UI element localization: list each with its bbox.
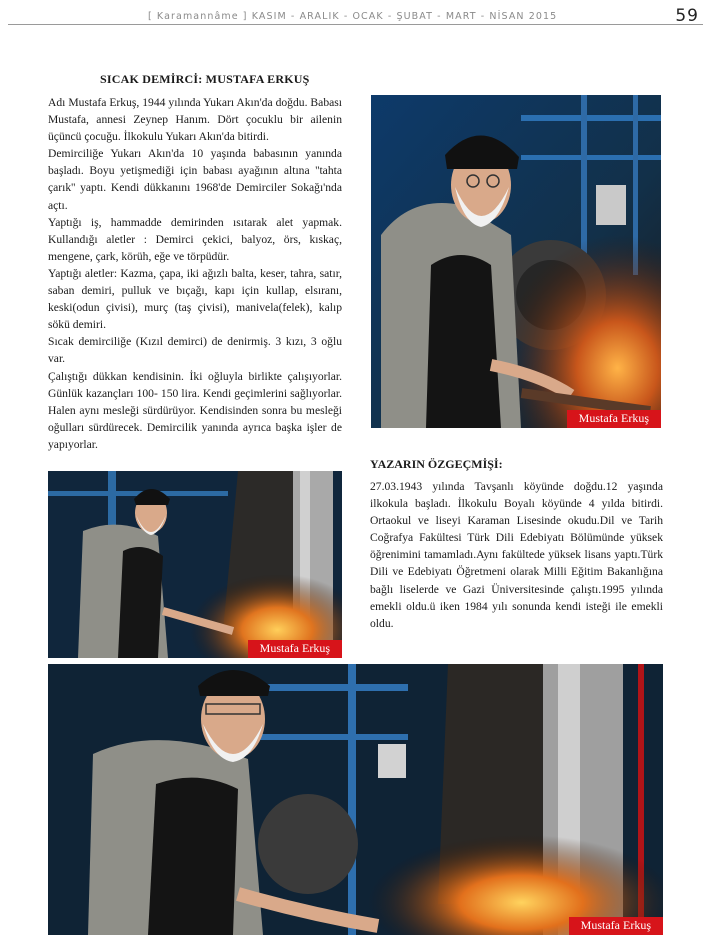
running-title: [ Karamannâme ] KASIM - ARALIK - OCAK - ŞUBAT - MART - NİSAN 2015 [148, 11, 558, 22]
article-paragraph: Yaptığı aletler: Kazma, çapa, iki ağızlı balta, keser, tahra, satır, saban demiri, pulluk ve bıçağı, kapı için kullap, elsıranı, keski(odun çivisi), murç (taş çivisi), manivela(felek), kalıp sökü demiri. [48, 266, 342, 332]
photo-caption: Mustafa Erkuş [248, 640, 342, 658]
photo-forge-small-image [48, 471, 342, 658]
article-title: SICAK DEMİRCİ: MUSTAFA ERKUŞ [100, 72, 310, 86]
photo-forge-large-image [48, 664, 663, 935]
bio-text: 27.03.1943 yılında Tavşanlı köyünde doğdu.12 yaşında ilkokula başladı. İlkokulu Boyalı köyünde 4 yılda bitirdi. Ortaokul ve liseyi Karaman Lisesinde okudu.Dil ve Tarih Coğrafya Fakültesi Türk Dili Edebiyatı Bölümünde yüksek öğrenimini tamamladı.Aynı fakültede yüksek lisans yaptı.Türk Dili ve Edebiyatı Öğretmeni olarak Milli Eğitim Bakanlığına bağlı liselerde ve Gazi Üniversitesinde çalıştı.1995 yılında emekli oldu.ü iken 1984 yılı sonunda kendi isteği ile emekli oldu. [370, 480, 663, 630]
photo-blacksmith-portrait [371, 95, 661, 428]
bio-title: YAZARIN ÖZGEÇMİŞİ: [370, 457, 503, 471]
article-paragraph: Demirciliğe Yukarı Akın'da 10 yaşında babasının yanında başladı. Boyu yetişmediği için babası ayağının altına ''tahta çarık'' yaptı. Kendi dükkanını 1968'de Demirciler Sokağı'nda açtı. [48, 147, 342, 212]
article-paragraph: Adı Mustafa Erkuş, 1944 yılında Yukarı Akın'da doğdu. Babası Mustafa, annesi Zeynep Hanım. Dört çocuklu bir ailenin üçüncü çocuğu. İlkokulu Yukarı Akın'da bitirdi. [48, 96, 342, 144]
photo-caption: Mustafa Erkuş [567, 410, 661, 428]
running-header [0, 0, 711, 30]
page-number: 59 [675, 6, 699, 26]
photo-caption: Mustafa Erkuş [569, 917, 663, 935]
article-body [48, 94, 342, 453]
photo-forge-small [48, 471, 342, 658]
article-paragraph: Yaptığı iş, hammadde demirinden ısıtarak alet yapmak. Kullandığı aletler : Demirci çekici, balyoz, örs, kıskaç, mengene, çark, körüh, eğe ve törpüdür. [48, 215, 342, 263]
header-rule [8, 24, 703, 25]
photo-blacksmith-portrait-image [371, 95, 661, 428]
article-paragraph: Sıcak demirciliğe (Kızıl demirci) de denirmiş. 3 kızı, 3 oğlu var. [48, 335, 342, 366]
article-paragraph: Çalıştığı dükkan kendisinin. İki oğluyla birlikte çalışıyorlar. Günlük kazançları 100- 150 lira. Kendi geçimlerini sağlıyorlar. Halen aynı mesleği sürdürüyor. Kendisinden sonra bu mesleği oğulları sürdürecek. Demircilik yanında ayrıca başka işler de yapıyorlar. [48, 369, 342, 451]
photo-forge-large [48, 664, 663, 935]
